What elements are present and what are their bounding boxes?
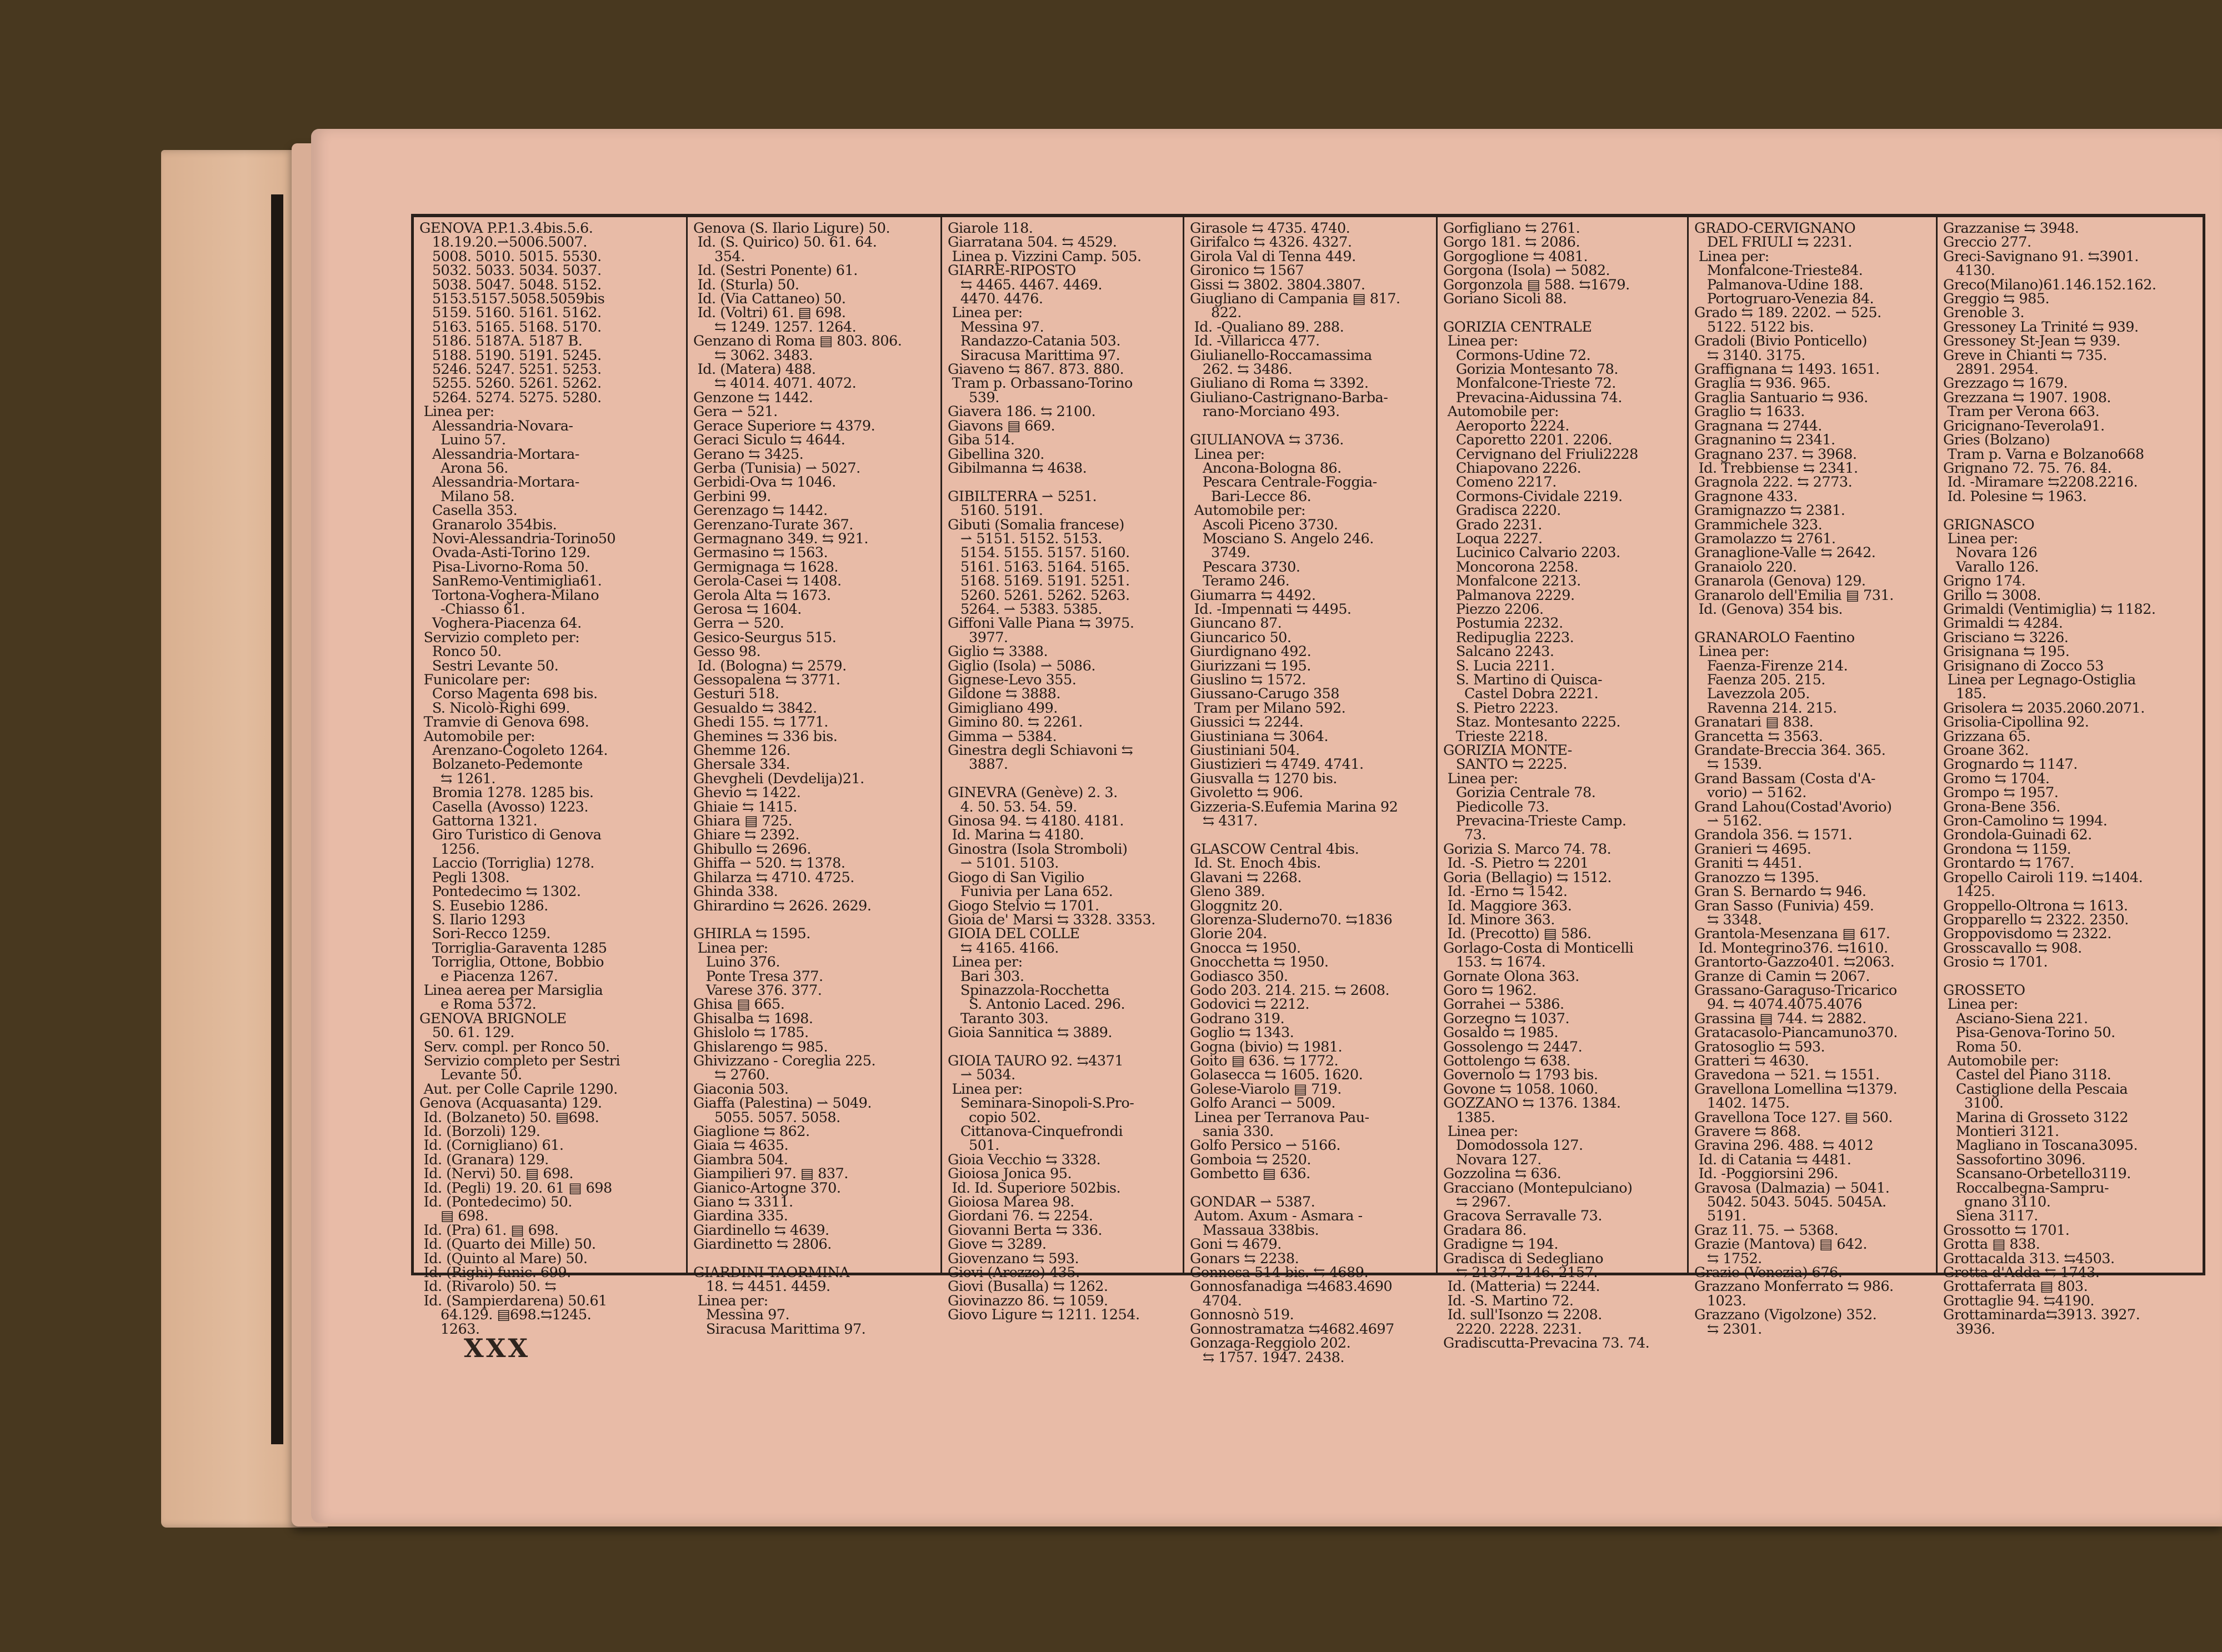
index-column-1 [414, 217, 686, 1338]
index-column-text: Gorfigliano ⇆ 2761. Gorgo 181. ⇆ 2086. Gorgoglione ⇆ 4081. Gorgona (Isola) ⇀ 5082. Gorgonzola ▤ 588. ⇆1679. Goriano Sicoli 88. GORIZIA CENTRALE Linea per: Cormons-Udine 72. Gorizia Montesanto 78. Monfalcone-Trieste 72. Prevacina-Aidussina 74. Automobile per: Aeroporto 2224. Caporetto 2201. 2206. Cervignano del Friuli2228 Chiapovano 2226. Comeno 2217. Cormons-Cividale 2219. Gradisca 2220. Grado 2231. Loqua 2227. Lucinico Calvario 2203. Moncorona 2258. Monfalcone 2213. Palmanova 2229. Piezzo 2206. Postumia 2232. Redipuglia 2223. Salcano 2243. S. Lucia 2211. S. Martino di Quisca- Castel Dobra 2221. S. Pietro 2223. Staz. Montesanto 2225. Trieste 2218. GORIZIA MONTE- SANTO ⇆ 2225. Linea per: Gorizia Centrale 78. Piedicolle 73. Prevacina-Trieste Camp. 73. Gorizia S. Marco 74. 78. Id. -S. Pietro ⇆ 2201 Goria (Bellagio) ⇆ 1512. Id. -Erno ⇆ 1542. Id. Maggiore 363. Id. Minore 363. Id. (Precotto) ▤ 586. Gorlago-Costa di Monticelli 153. ⇆ 1674. Gornate Olona 363. Goro ⇆ 1962. Gorrahei ⇀ 5386. Gorzegno ⇆ 1037. Gosaldo ⇆ 1985. Gossolengo ⇆ 2447. Gottolengo ⇆ 638. Governolo ⇆ 1793 bis. Govone ⇆ 1058. 1060. GOZZANO ⇆ 1376. 1384. 1385. Linea per: Domodossola 127. Novara 127. Gozzolina ⇆ 636. Gracciano (Montepulciano) ⇆ 2967. Gracova Serravalle 73. Gradara 86. Gradigne ⇆ 194. Gradisca di Sedegliano ⇆ 2137. 2146. 2157. Id. (Matteria) ⇆ 2244. Id. -S. Martino 72. Id. sull'Isonzo ⇆ 2208. 2220. 2228. 2231. Gradiscutta-Prevacina 73. 74. [1443, 220, 1650, 1352]
index-column-text: Grazzanise ⇆ 3948. Greccio 277. Greci-Savignano 91. ⇆3901. 4130. Greco(Milano)61.146.152.162. Greggio ⇆ 985. Grenoble 3. Gressoney La Trinité ⇆ 939. Gressoney St-Jean ⇆ 939. Greve in Chianti ⇆ 735. 2891. 2954. Grezzago ⇆ 1679. Grezzana ⇆ 1907. 1908. Tram per Verona 663. Gricignano-Teverola91. Gries (Bolzano) Tram p. Varna e Bolzano668 Grignano 72. 75. 76. 84. Id. -Miramare ⇆2208.2216. Id. Polesine ⇆ 1963. GRIGNASCO Linea per: Novara 126 Varallo 126. Grigno 174. Grillo ⇆ 3008. Grimaldi (Ventimiglia) ⇆ 1182. Grimaldi ⇆ 4284. Grisciano ⇆ 3226. Grisignana ⇆ 195. Grisignano di Zocco 53 Linea per Legnago-Ostiglia 185. Grisolera ⇆ 2035.2060.2071. Grisolia-Cipollina 92. Grizzana 65. Groane 362. Grognardo ⇆ 1147. Gromo ⇆ 1704. Grompo ⇆ 1957. Grona-Bene 356. Gron-Camolino ⇆ 1994. Grondola-Guinadi 62. Grondona ⇆ 1159. Grontardo ⇆ 1767. Gropello Cairoli 119. ⇆1404. 1425. Groppello-Oltrona ⇆ 1613. Gropparello ⇆ 2322. 2350. Groppovisdomo ⇆ 2322. Grosscavallo ⇆ 908. Grosio ⇆ 1701. GROSSETO Linea per: Asciano-Siena 221. Pisa-Genova-Torino 50. Roma 50. Automobile per: Castel del Piano 3118. Castiglione della Pescaia 3100. Marina di Grosseto 3122 Montieri 3121. Magliano in Toscana3095. Sassofortino 3096. Scansano-Orbetello3119. Roccalbegna-Sampru- gnano 3110. Siena 3117. Grossotto ⇆ 1701. Grotta ▤ 838. Grottacalda 313. ⇆4503. Grotta d'Adda ⇆ 1743. Grottaferrata ▤ 803. Grottaglie 94. ⇆4190. Grottaminarda⇆3913. 3927. 3936. [1943, 220, 2156, 1338]
index-column-text: Girasole ⇆ 4735. 4740. Girifalco ⇆ 4326. 4327. Girola Val di Tenna 449. Gironico ⇆ 1567 Gissi ⇆ 3802. 3804.3807. Giugliano di Campania ▤ 817. 822. Id. -Qualiano 89. 288. Id. -Villaricca 477. Giulianello-Roccamassima 262. ⇆ 3486. Giuliano di Roma ⇆ 3392. Giuliano-Castrignano-Barba- rano-Morciano 493. GIULIANOVA ⇆ 3736. Linea per: Ancona-Bologna 86. Pescara Centrale-Foggia- Bari-Lecce 86. Automobile per: Ascoli Piceno 3730. Mosciano S. Angelo 246. 3749. Pescara 3730. Teramo 246. Giumarra ⇆ 4492. Id. -Impennati ⇆ 4495. Giuncano 87. Giuncarico 50. Giurdignano 492. Giurizzani ⇆ 195. Giuslino ⇆ 1572. Giussano-Carugo 358 Tram per Milano 592. Giussici ⇆ 2244. Giustiniana ⇆ 3064. Giustiniani 504. Giustizieri ⇆ 4749. 4741. Giusvalla ⇆ 1270 bis. Givoletto ⇆ 906. Gizzeria-S.Eufemia Marina 92 ⇆ 4317. GLASCOW Central 4bis. Id. St. Enoch 4bis. Glavani ⇆ 2268. Gleno 389. Gloggnitz 20. Glorenza-Sluderno70. ⇆1836 Glorie 204. Gnocca ⇆ 1950. Gnocchetta ⇆ 1950. Godiasco 350. Godo 203. 214. 215. ⇆ 2608. Godovici ⇆ 2212. Godrano 319. Goglio ⇆ 1343. Gogna (bivio) ⇆ 1981. Goito ▤ 636. ⇆ 1772. Golasecca ⇆ 1605. 1620. Golese-Viarolo ▤ 719. Golfo Aranci ⇀ 5009. Linea per Terranova Pau- sania 330. Golfo Persico ⇀ 5166. Gomboia ⇆ 2520. Gombetto ▤ 636. GONDAR ⇀ 5387. Autom. Axum - Asmara - Massaua 338bis. Goni ⇆ 4679. Gonars ⇆ 2238. Gonnesa 514 bis. ⇆ 4689. Gonnosfanadiga ⇆4683.4690 4704. Gonnosnò 519. Gonnostramatza ⇆4682.4697 Gonzaga-Reggiolo 202. ⇆ 1757. 1947. 2438. [1190, 220, 1400, 1366]
index-column-6 [1687, 217, 1936, 1338]
index-column-4 [1183, 217, 1436, 1366]
book-spine-shadow [271, 194, 283, 1444]
index-column-text: Giarole 118. Giarratana 504. ⇆ 4529. Linea p. Vizzini Camp. 505. GIARRE-RIPOSTO ⇆ 4465. 4467. 4469. 4470. 4476. Linea per: Messina 97. Randazzo-Catania 503. Siracusa Marittima 97. Giaveno ⇆ 867. 873. 880. Tram p. Orbassano-Torino 539. Giavera 186. ⇆ 2100. Giavons ▤ 669. Giba 514. Gibellina 320. Gibilmanna ⇆ 4638. GIBILTERRA ⇀ 5251. 5160. 5191. Gibuti (Somalia francese) ⇀ 5151. 5152. 5153. 5154. 5155. 5157. 5160. 5161. 5163. 5164. 5165. 5168. 5169. 5191. 5251. 5260. 5261. 5262. 5263. 5264. ⇀ 5383. 5385. Giffoni Valle Piana ⇆ 3975. 3977. Giglio ⇆ 3388. Giglio (Isola) ⇀ 5086. Gignese-Levo 355. Gildone ⇆ 3888. Gimigliano 499. Gimino 80. ⇆ 2261. Gimma ⇀ 5384. Ginestra degli Schiavoni ⇆ 3887. GINEVRA (Genève) 2. 3. 4. 50. 53. 54. 59. Ginosa 94. ⇆ 4180. 4181. Id. Marina ⇆ 4180. Ginostra (Isola Stromboli) ⇀ 5101. 5103. Giogo di San Vigilio Funivia per Lana 652. Giogo Stelvio ⇆ 1701. Gioia de' Marsi ⇆ 3328. 3353. GIOIA DEL COLLE ⇆ 4165. 4166. Linea per: Bari 303. Spinazzola-Rocchetta S. Antonio Laced. 296. Taranto 303. Gioia Sannitica ⇆ 3889. GIOIA TAURO 92. ⇆4371 ⇀ 5034. Linea per: Seminara-Sinopoli-S.Pro- copio 502. Cittanova-Cinquefrondi 501. Gioia Vecchio ⇆ 3328. Gioiosa Jonica 95. Id. Id. Superiore 502bis. Gioiosa Marea 98. Giordani 76. ⇆ 2254. Giovanni Berta ⇆ 336. Giove ⇆ 3289. Giovenzano ⇆ 593. Giovi (Arezzo) 435. Giovi (Busalla) ⇆ 1262. Giovinazzo 86. ⇆ 1059. Giovo Ligure ⇆ 1211. 1254. [948, 220, 1155, 1324]
page-number: XXX [464, 1333, 531, 1363]
index-column-text: GENOVA P.P.1.3.4bis.5.6. 18.19.20.⇀5006.5007. 5008. 5010. 5015. 5530. 5032. 5033. 5034. 5037. 5038. 5047. 5048. 5152. 5153.5157.5058.5059bis 5159. 5160. 5161. 5162. 5163. 5165. 5168. 5170. 5186. 5187A. 5187 B. 5188. 5190. 5191. 5245. 5246. 5247. 5251. 5253. 5255. 5260. 5261. 5262. 5264. 5274. 5275. 5280. Linea per: Alessandria-Novara- Luino 57. Alessandria-Mortara- Arona 56. Alessandria-Mortara- Milano 58. Casella 353. Granarolo 354bis. Novi-Alessandria-Torino50 Ovada-Asti-Torino 129. Pisa-Livorno-Roma 50. SanRemo-Ventimiglia61. Tortona-Voghera-Milano -Chiasso 61. Voghera-Piacenza 64. Servizio completo per: Ronco 50. Sestri Levante 50. Funicolare per: Corso Magenta 698 bis. S. Nicolò-Righi 699. Tramvie di Genova 698. Automobile per: Arenzano-Cogoleto 1264. Bolzaneto-Pedemonte ⇆ 1261. Bromia 1278. 1285 bis. Casella (Avosso) 1223. Gattorna 1321. Giro Turistico di Genova 1256. Laccio (Torriglia) 1278. Pegli 1308. Pontedecimo ⇆ 1302. S. Eusebio 1286. S. Ilario 1293 Sori-Recco 1259. Torriglia-Garaventa 1285 Torriglia, Ottone, Bobbio e Piacenza 1267. Linea aerea per Marsiglia e Roma 5372. GENOVA BRIGNOLE 50. 61. 129. Serv. compl. per Ronco 50. Servizio completo per Sestri Levante 50. Aut. per Colle Caprile 1290. Genova (Acquasanta) 129. Id. (Bolzaneto) 50. ▤698. Id. (Borzoli) 129. Id. (Cornigliano) 61. Id. (Granara) 129. Id. (Nervi) 50. ▤ 698. Id. (Pegli) 19. 20. 61 ▤ 698 Id. (Pontedecimo) 50. ▤ 698. Id. (Pra) 61. ▤ 698. Id. (Quarto dei Mille) 50. Id. (Quinto al Mare) 50. Id. (Righi) funic. 699. Id. (Rivarolo) 50. ⇆ Id. (Sampierdarena) 50.61 64.129. ▤698.⇆1245. 1263. [419, 220, 620, 1338]
index-column-7 [1936, 217, 2197, 1338]
index-column-2 [686, 217, 940, 1338]
index-column-3 [940, 217, 1183, 1324]
index-column-text: Genova (S. Ilario Ligure) 50. Id. (S. Quirico) 50. 61. 64. 354. Id. (Sestri Ponente) 61. Id. (Sturla) 50. Id. (Via Cattaneo) 50. Id. (Voltri) 61. ▤ 698. ⇆ 1249. 1257. 1264. Genzano di Roma ▤ 803. 806. ⇆ 3062. 3483. Id. (Matera) 488. ⇆ 4014. 4071. 4072. Genzone ⇆ 1442. Gera ⇀ 521. Gerace Superiore ⇆ 4379. Geraci Siculo ⇆ 4644. Gerano ⇆ 3425. Gerba (Tunisia) ⇀ 5027. Gerbidi-Ova ⇆ 1046. Gerbini 99. Gerenzago ⇆ 1442. Gerenzano-Turate 367. Germagnano 349. ⇆ 921. Germasino ⇆ 1563. Germignaga ⇆ 1628. Gerola-Casei ⇆ 1408. Gerola Alta ⇆ 1673. Gerosa ⇆ 1604. Gerra ⇀ 520. Gesico-Seurgus 515. Gesso 98. Id. (Bologna) ⇆ 2579. Gessopalena ⇆ 3771. Gesturi 518. Gesualdo ⇆ 3842. Ghedi 155. ⇆ 1771. Ghemines ⇆ 336 bis. Ghemme 126. Ghersale 334. Ghevgheli (Devdelija)21. Ghevio ⇆ 1422. Ghiaie ⇆ 1415. Ghiara ▤ 725. Ghiare ⇆ 2392. Ghibullo ⇆ 2696. Ghiffa ⇀ 520. ⇆ 1378. Ghilarza ⇆ 4710. 4725. Ghinda 338. Ghirardino ⇆ 2626. 2629. GHIRLA ⇆ 1595. Linea per: Luino 376. Ponte Tresa 377. Varese 376. 377. Ghisa ▤ 665. Ghisalba ⇆ 1698. Ghislolo ⇆ 1785. Ghislarengo ⇆ 985. Ghivizzano - Coreglia 225. ⇆ 2760. Giaconia 503. Giaffa (Palestina) ⇀ 5049. 5055. 5057. 5058. Giaglione ⇆ 862. Giaia ⇆ 4635. Giambra 504. Giampilieri 97. ▤ 837. Gianico-Artogne 370. Giano ⇆ 3311. Giardina 335. Giardinello ⇆ 4639. Giardinetto ⇆ 2806. GIARDINI-TAORMINA 18. ⇆ 4451. 4459. Linea per: Messina 97. Siracusa Marittima 97. [693, 220, 902, 1338]
index-column-5 [1436, 217, 1687, 1352]
index-column-text: GRADO-CERVIGNANO DEL FRIULI ⇆ 2231. Linea per: Monfalcone-Trieste84. Palmanova-Udine 188. Portogruaro-Venezia 84. Grado ⇆ 189. 2202. ⇀ 525. 5122. 5122 bis. Gradoli (Bivio Ponticello) ⇆ 3140. 3175. Graffignana ⇆ 1493. 1651. Graglia ⇆ 936. 965. Graglia Santuario ⇆ 936. Graglio ⇆ 1633. Gragnana ⇆ 2744. Gragnanino ⇆ 2341. Gragnano 237. ⇆ 3968. Id. Trebbiense ⇆ 2341. Gragnola 222. ⇆ 2773. Gragnone 433. Gramignazzo ⇆ 2381. Grammichele 323. Gramolazzo ⇆ 2761. Granaglione-Valle ⇆ 2642. Granaiolo 220. Granarola (Genova) 129. Granarolo dell'Emilia ▤ 731. Id. (Genova) 354 bis. GRANAROLO Faentino Linea per: Faenza-Firenze 214. Faenza 205. 215. Lavezzola 205. Ravenna 214. 215. Granatari ▤ 838. Grancetta ⇆ 3563. Grandate-Breccia 364. 365. ⇆ 1539. Grand Bassam (Costa d'A- vorio) ⇀ 5162. Grand Lahou(Costad'Avorio) ⇀ 5162. Grandola 356. ⇆ 1571. Granieri ⇆ 4695. Graniti ⇆ 4451. Granozzo ⇆ 1395. Gran S. Bernardo ⇆ 946. Gran Sasso (Funivia) 459. ⇆ 3348. Grantola-Mesenzana ▤ 617. Id. Montegrino376. ⇆1610. Grantorto-Gazzo401. ⇆2063. Granze di Camin ⇆ 2067. Grassano-Garaguso-Tricarico 94. ⇆ 4074.4075.4076 Grassina ▤ 744. ⇆ 2882. Gratacasolo-Piancamuno370. Gratosoglio ⇆ 593. Gratteri ⇆ 4630. Gravedona ⇀ 521. ⇆ 1551. Gravellona Lomellina ⇆1379. 1402. 1475. Gravellona Toce 127. ▤ 560. Gravere ⇆ 868. Gravina 296. 488. ⇆ 4012 Id. di Catania ⇆ 4481. Id. -Poggiorsini 296. Gravosa (Dalmazia) ⇀ 5041. 5042. 5043. 5045. 5045A. 5191. Graz 11. 75. ⇀ 5368. Grazie (Mantova) ▤ 642. ⇆ 1752. Grazie (Venezia) 676. Grazzano Monferrato ⇆ 986. 1023. Grazzano (Vigolzone) 352. ⇆ 2301. [1694, 220, 1898, 1338]
